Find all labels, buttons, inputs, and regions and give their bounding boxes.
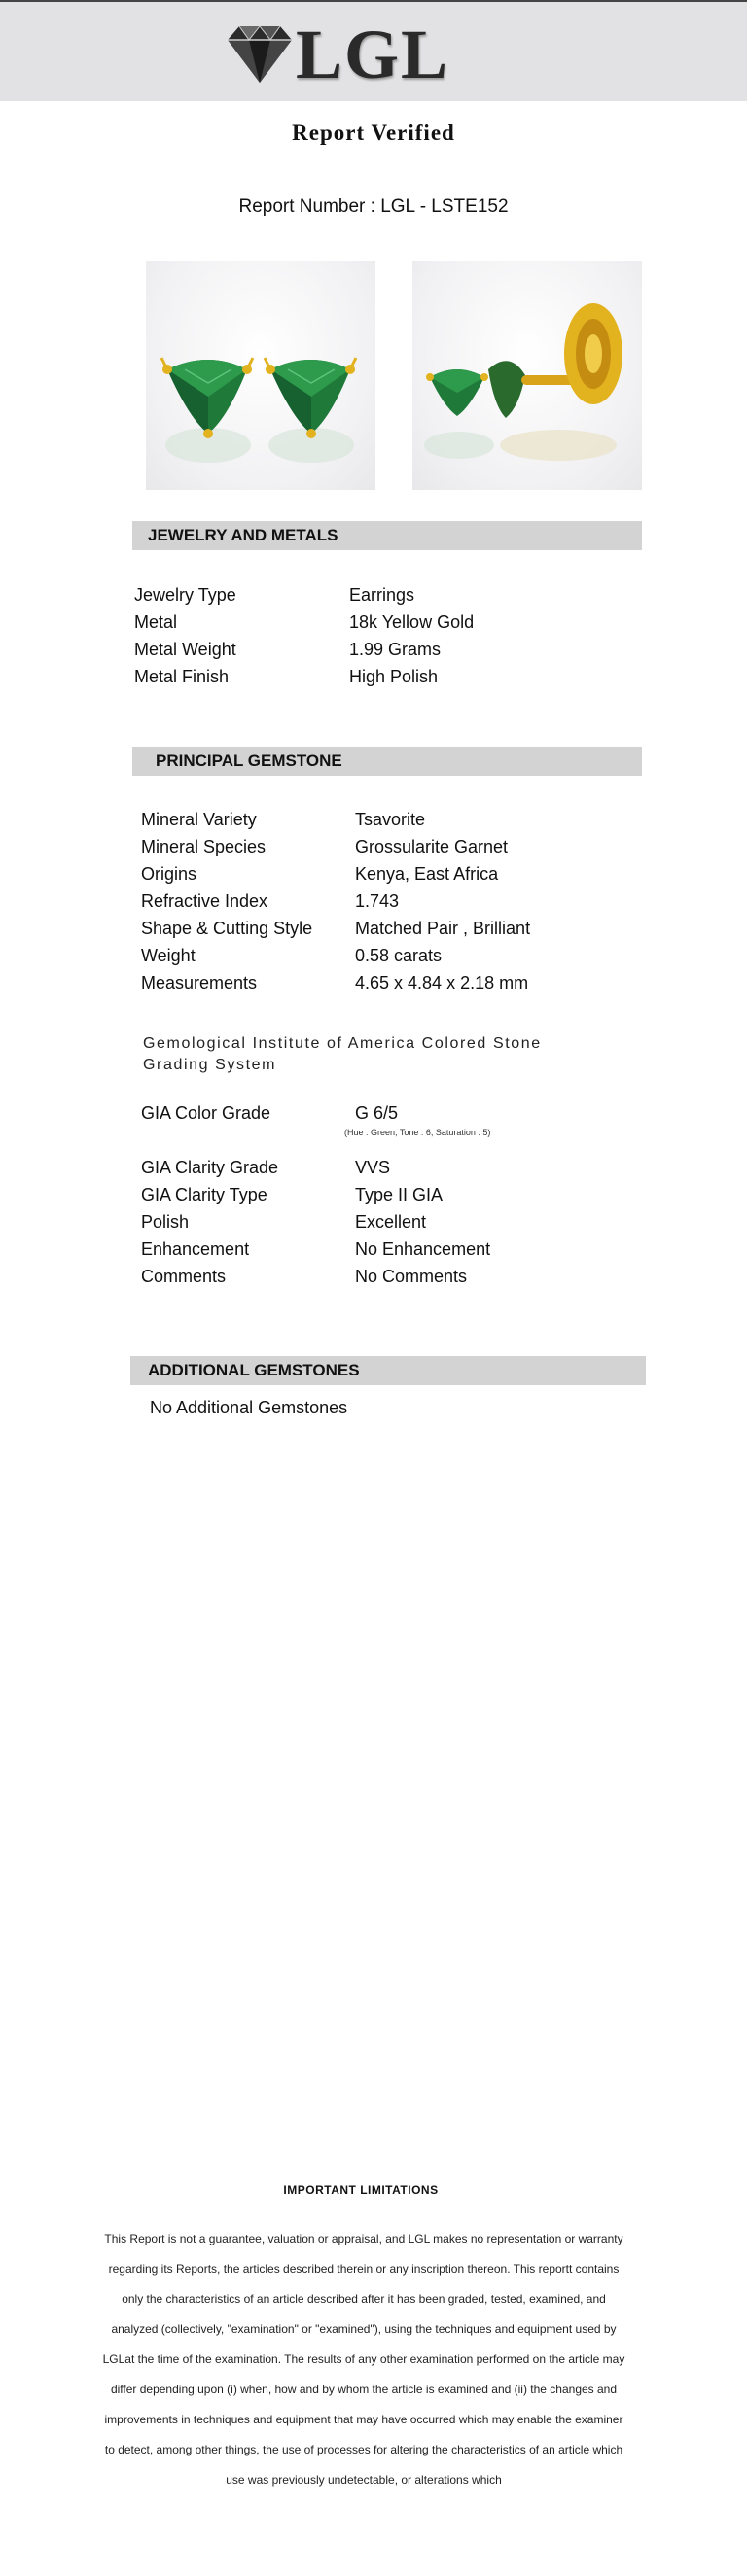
row-label: Mineral Species [141, 837, 267, 856]
earrings-front-photo [146, 261, 375, 490]
row-label: Shape & Cutting Style [141, 919, 313, 938]
table-row [134, 609, 474, 636]
table-row [141, 833, 530, 860]
row-label: Comments [141, 1267, 227, 1286]
limitations-body: This Report is not a guarantee, valuation or appraisal, and LGL makes no representation or warranty regarding its Reports, the articles described therein or any inscription thereon. This reportt contains only the characteristics of an article described after it has been graded, tested, examined, and analyzed (collectively, "examination" or "examined"), using the techniques and equipment used by LGLat the time of the examination. The results of any other examination performed on the article may differ depending upon (i) when, how and by whom the article is examined and (ii) the changes and improvements in techniques and equipment that may have occurred which may enable the examiner to detect, among other things, the use of processes for altering the characteristics of an article which use was previously undetectable, or alterations which [102, 2232, 625, 2487]
row-value: Type II GIA [355, 1185, 444, 1204]
no-additional-gemstones: No Additional Gemstones [150, 1398, 348, 1417]
table-row [134, 663, 474, 690]
row-value: Grossularite Garnet [355, 837, 509, 856]
color-grade-note: (Hue : Green, Tone : 6, Saturation : 5) [344, 1128, 491, 1137]
row-label: Enhancement [141, 1239, 250, 1259]
page-title: Report Verified [292, 121, 455, 145]
lgl-logo [226, 16, 449, 93]
gia-grade-table [141, 1154, 490, 1290]
table-row [141, 1099, 398, 1127]
row-label: GIA Clarity Grade [141, 1158, 279, 1177]
row-value: Matched Pair , Brilliant [355, 919, 531, 938]
row-label: Weight [141, 946, 196, 965]
row-label: Mineral Variety [141, 810, 257, 829]
row-label: Measurements [141, 973, 258, 992]
table-row [141, 1208, 490, 1236]
row-label: Origins [141, 864, 197, 884]
row-value: Excellent [355, 1212, 427, 1232]
diamond-icon [226, 22, 294, 87]
row-value: 18k Yellow Gold [349, 612, 475, 632]
row-value: 0.58 carats [355, 946, 443, 965]
table-row [141, 1236, 490, 1263]
row-value: 4.65 x 4.84 x 2.18 mm [355, 973, 529, 992]
table-row [141, 888, 530, 915]
row-label: Refractive Index [141, 891, 268, 911]
table-row [134, 636, 474, 663]
table-row [141, 969, 530, 996]
earrings-side-photo [412, 261, 642, 490]
row-value: High Polish [349, 667, 439, 686]
table-row [141, 942, 530, 969]
row-value: 1.743 [355, 891, 400, 911]
row-label: Jewelry Type [134, 585, 236, 605]
table-row [141, 915, 530, 942]
logo-text: LGL [296, 16, 450, 93]
row-value: VVS [355, 1158, 391, 1177]
gia-color-grade [141, 1099, 398, 1127]
row-label: GIA Clarity Type [141, 1185, 267, 1204]
table-row [134, 581, 474, 609]
row-value: Tsavorite [355, 810, 426, 829]
principal-gemstone-heading: PRINCIPAL GEMSTONE [132, 747, 642, 776]
table-row [141, 806, 530, 833]
table-row [141, 860, 530, 888]
jewelry-metals-heading: JEWELRY AND METALS [132, 521, 642, 550]
limitations-title: IMPORTANT LIMITATIONS [283, 2183, 439, 2197]
principal-gemstone-table [141, 806, 530, 996]
table-row [141, 1263, 490, 1290]
row-value: Kenya, East Africa [355, 864, 499, 884]
row-value: 1.99 Grams [349, 640, 442, 659]
gia-grading-system-note: Gemological Institute of America Colored Stone Grading System [143, 1035, 542, 1073]
row-value: No Comments [355, 1267, 468, 1286]
row-label: Metal Finish [134, 667, 230, 686]
header-bar [0, 0, 747, 101]
row-value: Earrings [349, 585, 415, 605]
row-value: No Enhancement [355, 1239, 491, 1259]
jewelry-metals-table [134, 581, 474, 690]
row-label: Metal Weight [134, 640, 236, 659]
row-value: G 6/5 [355, 1103, 399, 1123]
row-label: Polish [141, 1212, 190, 1232]
row-label: Metal [134, 612, 178, 632]
report-number: Report Number : LGL - LSTE152 [238, 196, 509, 217]
row-label: GIA Color Grade [141, 1103, 271, 1123]
table-row [141, 1154, 490, 1181]
table-row [141, 1181, 490, 1208]
additional-gemstones-heading: ADDITIONAL GEMSTONES [130, 1356, 646, 1385]
